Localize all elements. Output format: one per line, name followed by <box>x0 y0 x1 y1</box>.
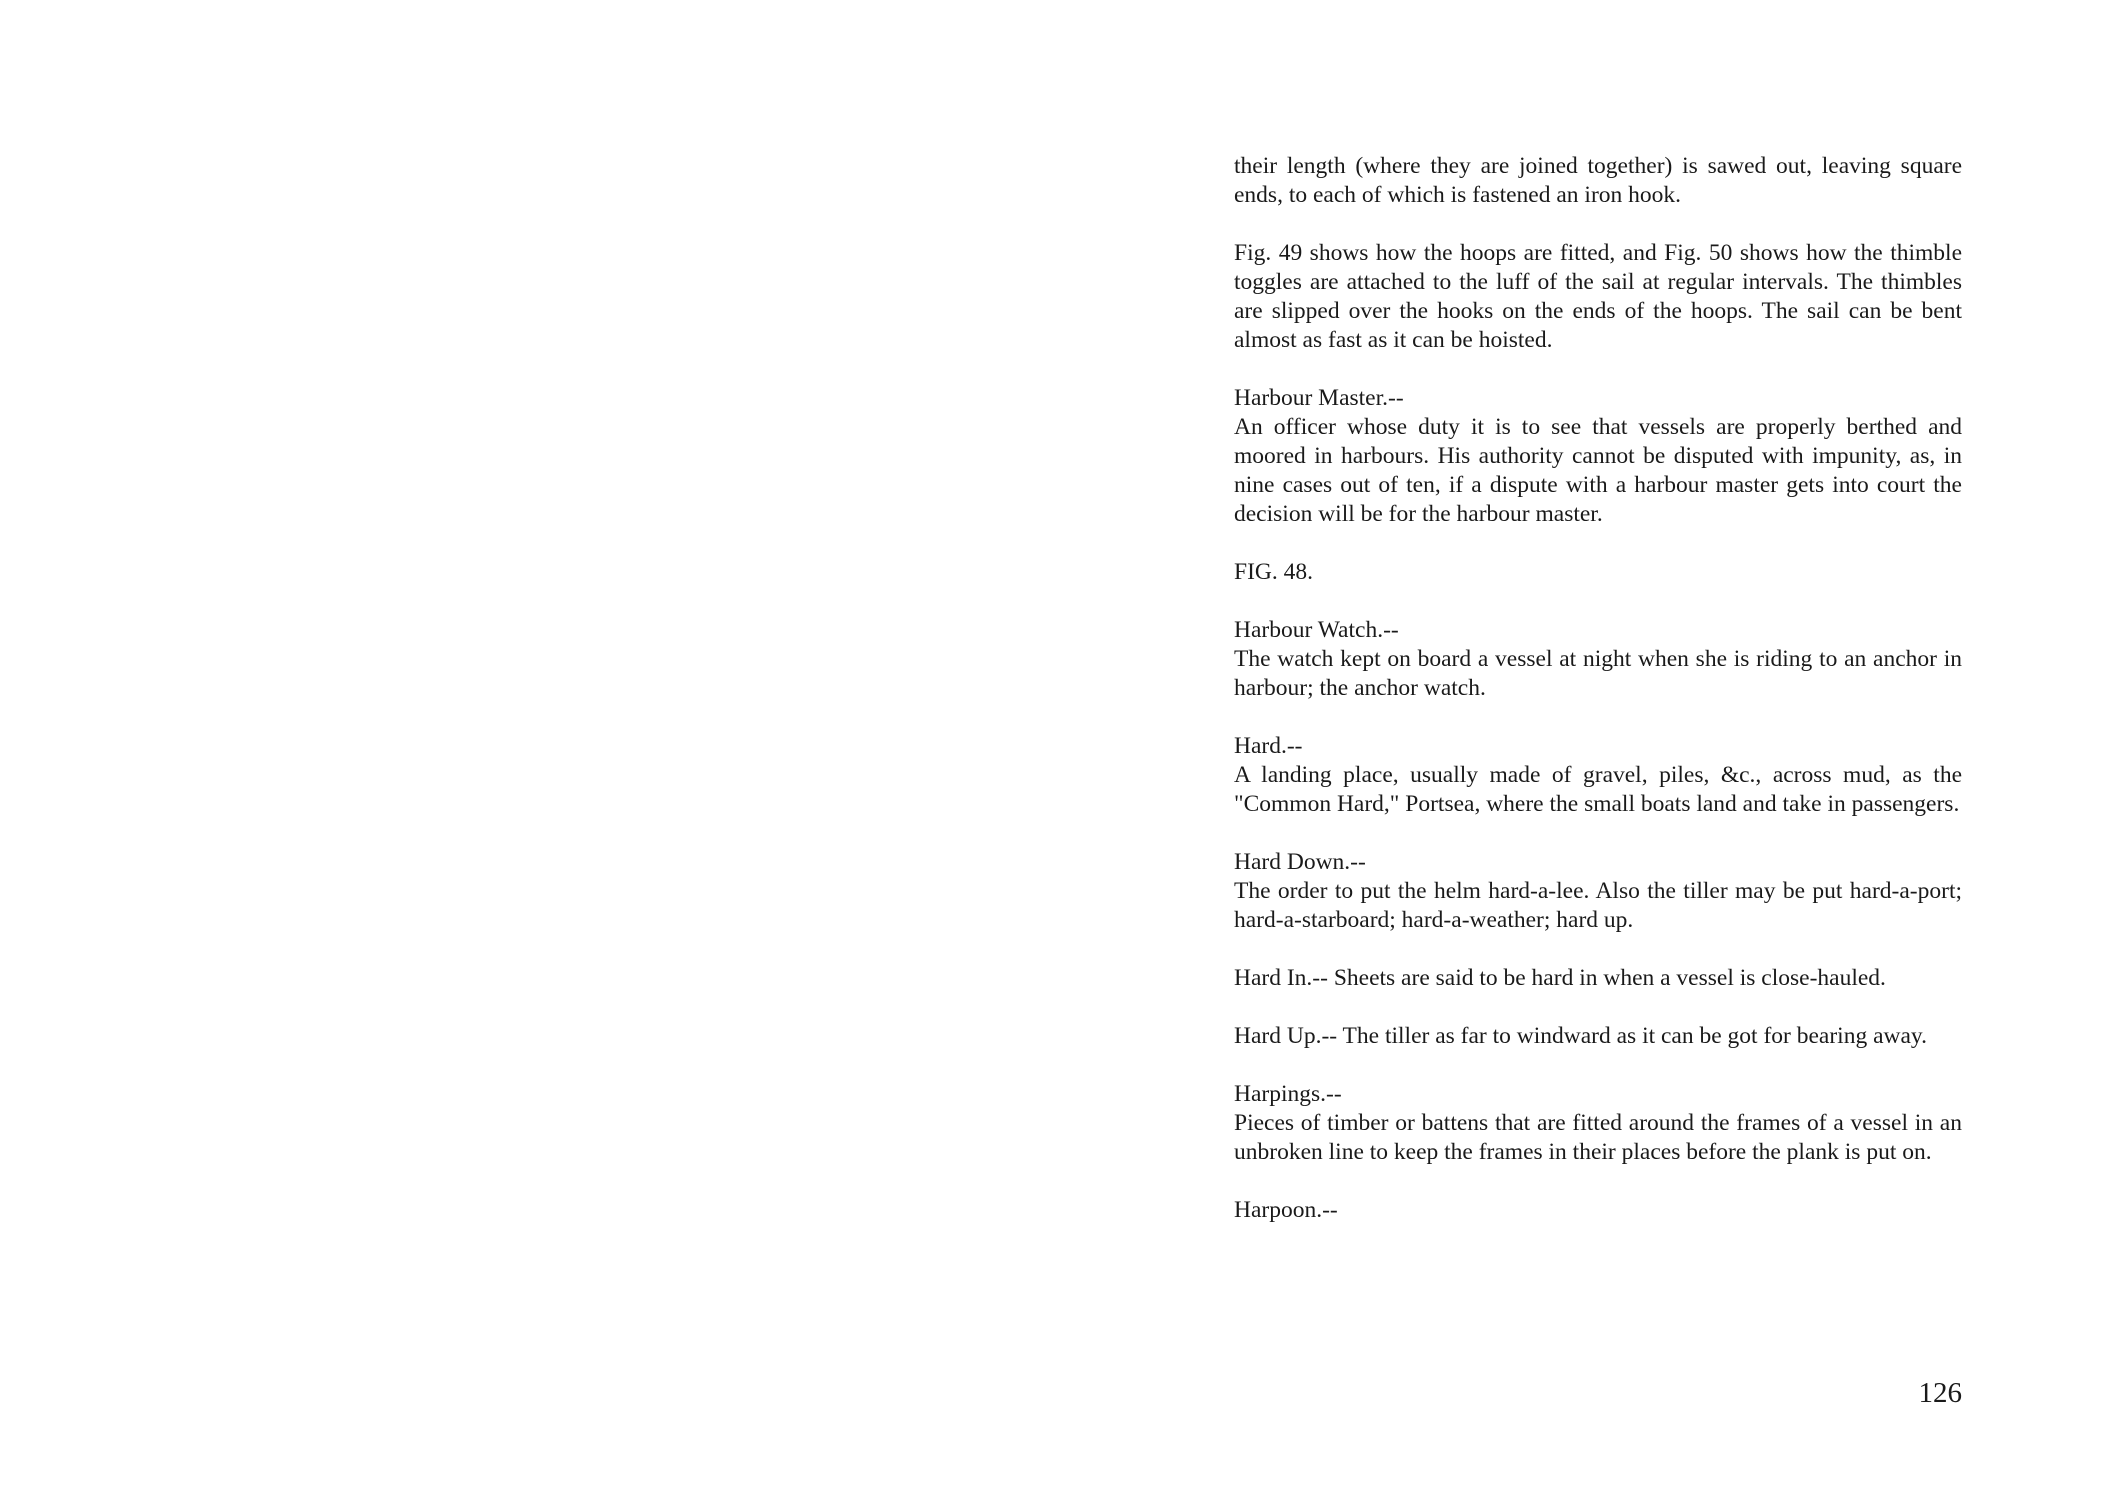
glossary-entry-hard <box>1234 732 1962 819</box>
entry-definition: The order to put the helm hard-a-lee. Also the tiller may be put hard-a-port; hard-a-starboard; hard-a-weather; hard up. <box>1234 878 1962 933</box>
entry-definition: Pieces of timber or battens that are fitted around the frames of a vessel in an unbroken line to keep the frames in their places before the plank is put on. <box>1234 1110 1962 1165</box>
entry-inline-text: Hard In.-- Sheets are said to be hard in when a vessel is close-hauled. <box>1234 965 1886 991</box>
glossary-entry-hard-down <box>1234 848 1962 935</box>
entry-definition: An officer whose duty it is to see that vessels are properly berthed and moored in harbours. His authority cannot be disputed with impunity, as, in nine cases out of ten, if a dispute with a harbour master gets into court the decision will be for the harbour master. <box>1234 414 1962 527</box>
glossary-entry-harbour-master <box>1234 384 1962 529</box>
entry-definition: A landing place, usually made of gravel, piles, &c., across mud, as the "Common Hard," Portsea, where the small boats land and take in passengers. <box>1234 762 1962 817</box>
glossary-entry-hard-in <box>1234 964 1962 993</box>
entry-term: Hard Down.-- <box>1234 849 1366 875</box>
paragraph: their length (where they are joined together) is sawed out, leaving square ends, to each of which is fastened an iron hook. <box>1234 153 1962 208</box>
entry-term: Harpings.-- <box>1234 1081 1342 1107</box>
entry-term: Harbour Watch.-- <box>1234 617 1399 643</box>
glossary-entry-hard-up <box>1234 1022 1962 1051</box>
paragraph: Fig. 49 shows how the hoops are fitted, and Fig. 50 shows how the thimble toggles are attached to the luff of the sail at regular intervals. The thimbles are slipped over the hooks on the ends of the hoops. The sail can be bent almost as fast as it can be hoisted. <box>1234 240 1962 353</box>
figure-caption: FIG. 48. <box>1234 559 1313 585</box>
entry-definition: The watch kept on board a vessel at night when she is riding to an anchor in harbour; the anchor watch. <box>1234 646 1962 701</box>
entry-term: Harpoon.-- <box>1234 1197 1338 1223</box>
page-text-column <box>1234 152 1962 1254</box>
glossary-entry-harbour-watch <box>1234 616 1962 703</box>
entry-term: Hard.-- <box>1234 733 1303 759</box>
entry-inline-text: Hard Up.-- The tiller as far to windward as it can be got for bearing away. <box>1234 1023 1927 1049</box>
figure-caption-fig-48 <box>1234 558 1962 587</box>
entry-term: Harbour Master.-- <box>1234 385 1404 411</box>
page-number: 126 <box>1918 1377 1962 1409</box>
glossary-entry-harpings <box>1234 1080 1962 1167</box>
glossary-entry-harpoon <box>1234 1196 1962 1225</box>
